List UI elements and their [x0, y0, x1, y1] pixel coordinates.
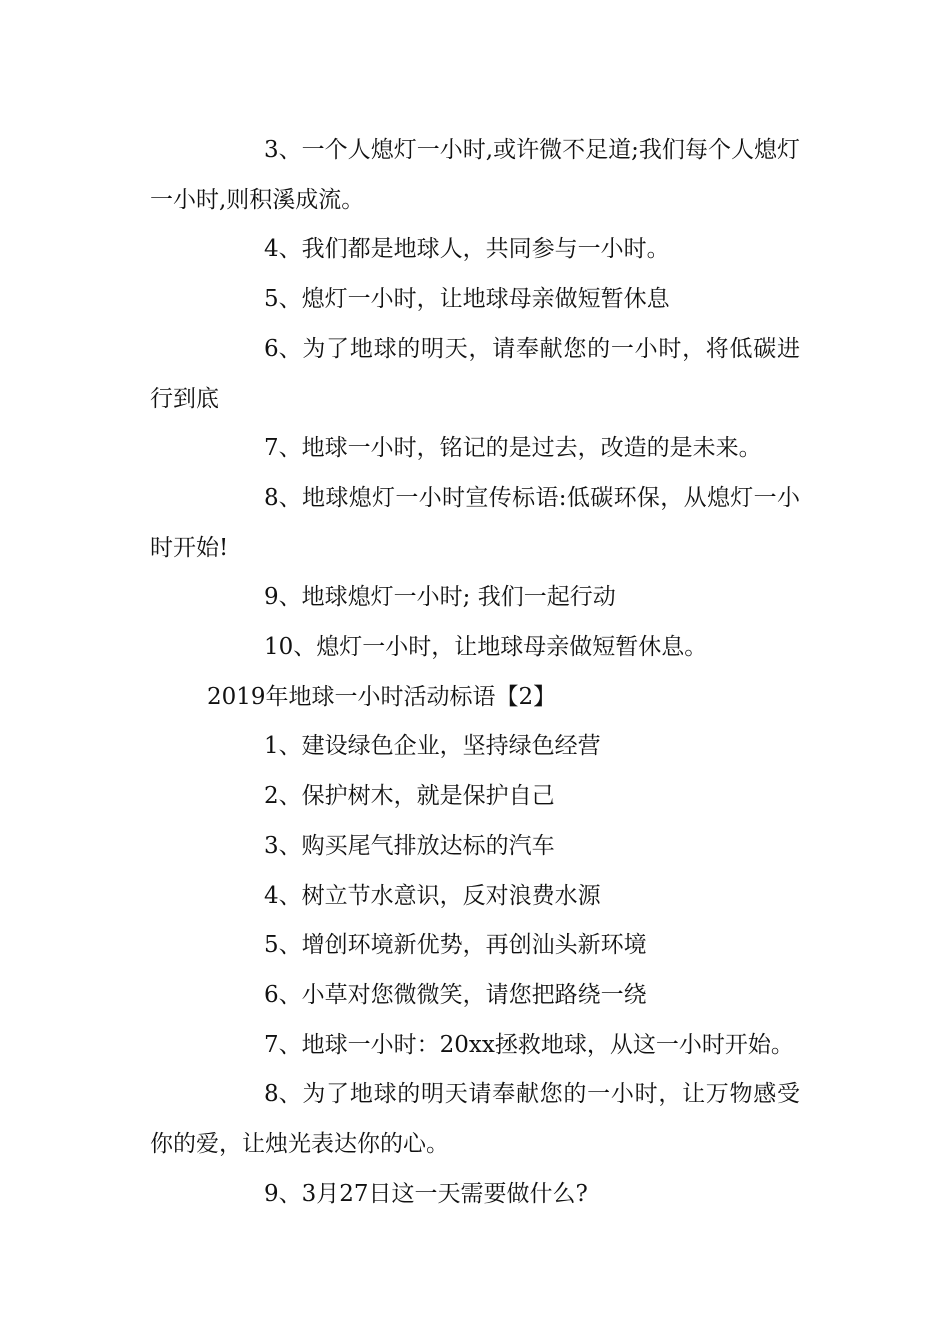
item-text: 小草对您微微笑，请您把路绕一绕 — [301, 981, 647, 1008]
list-item — [150, 921, 800, 971]
item-text: 地球熄灯一小时宣传标语:低碳环保，从熄灯一小时开始! — [150, 484, 800, 561]
item-number: 1、 — [264, 733, 302, 760]
item-text: 3月27日这一天需要做什么? — [301, 1180, 588, 1207]
item-number: 5、 — [264, 932, 302, 959]
item-number: 10、 — [264, 634, 317, 661]
item-number: 5、 — [264, 286, 302, 313]
item-text: 为了地球的明天请奉献您的一小时，让万物感受你的爱，让烛光表达你的心。 — [150, 1081, 800, 1158]
item-text: 增创环境新优势，再创汕头新环境 — [301, 932, 647, 959]
item-text: 地球熄灯一小时; 我们一起行动 — [301, 584, 616, 611]
item-number: 4、 — [264, 236, 302, 263]
item-number: 3、 — [264, 832, 302, 859]
list-item — [150, 971, 800, 1021]
item-text: 地球一小时，铭记的是过去，改造的是未来。 — [301, 435, 762, 462]
list-item — [150, 772, 800, 822]
item-number: 2、 — [264, 783, 302, 810]
list-item — [150, 722, 800, 772]
item-text: 购买尾气排放达标的汽车 — [301, 832, 555, 859]
list-item — [150, 822, 800, 872]
list-item — [150, 126, 800, 225]
item-number: 6、 — [264, 981, 302, 1008]
item-number: 8、 — [264, 484, 302, 511]
item-text: 熄灯一小时，让地球母亲做短暂休息。 — [316, 634, 708, 661]
item-text: 为了地球的明天，请奉献您的一小时，将低碳进行到底 — [150, 335, 800, 412]
item-number: 8、 — [264, 1081, 302, 1108]
section-heading — [150, 673, 800, 723]
item-text: 熄灯一小时，让地球母亲做短暂休息 — [301, 286, 670, 313]
item-number: 4、 — [264, 882, 302, 909]
list-item — [150, 623, 800, 673]
list-item — [150, 275, 800, 325]
item-number: 7、 — [264, 1031, 302, 1058]
list-item — [150, 872, 800, 922]
item-text: 树立节水意识，反对浪费水源 — [301, 882, 601, 909]
item-number: 9、 — [264, 1180, 302, 1207]
item-text: 建设绿色企业，坚持绿色经营 — [301, 733, 601, 760]
document-body — [150, 126, 800, 1219]
item-text: 一个人熄灯一小时,或许微不足道;我们每个人熄灯一小时,则积溪成流。 — [150, 137, 800, 213]
item-number: 3、 — [264, 137, 302, 163]
section-heading-text: 2019年地球一小时活动标语【2】 — [207, 683, 557, 710]
item-text: 地球一小时：20xx拯救地球，从这一小时开始。 — [301, 1031, 794, 1058]
item-number: 7、 — [264, 435, 302, 462]
list-item — [150, 1070, 800, 1169]
list-item — [150, 1170, 800, 1220]
item-text: 保护树木，就是保护自己 — [301, 783, 555, 810]
item-number: 6、 — [264, 335, 302, 362]
list-item — [150, 1021, 800, 1071]
item-number: 9、 — [264, 584, 302, 611]
list-item — [150, 225, 800, 275]
list-item — [150, 474, 800, 573]
list-item — [150, 573, 800, 623]
item-text: 我们都是地球人，共同参与一小时。 — [301, 236, 670, 263]
list-item — [150, 325, 800, 424]
list-item — [150, 424, 800, 474]
